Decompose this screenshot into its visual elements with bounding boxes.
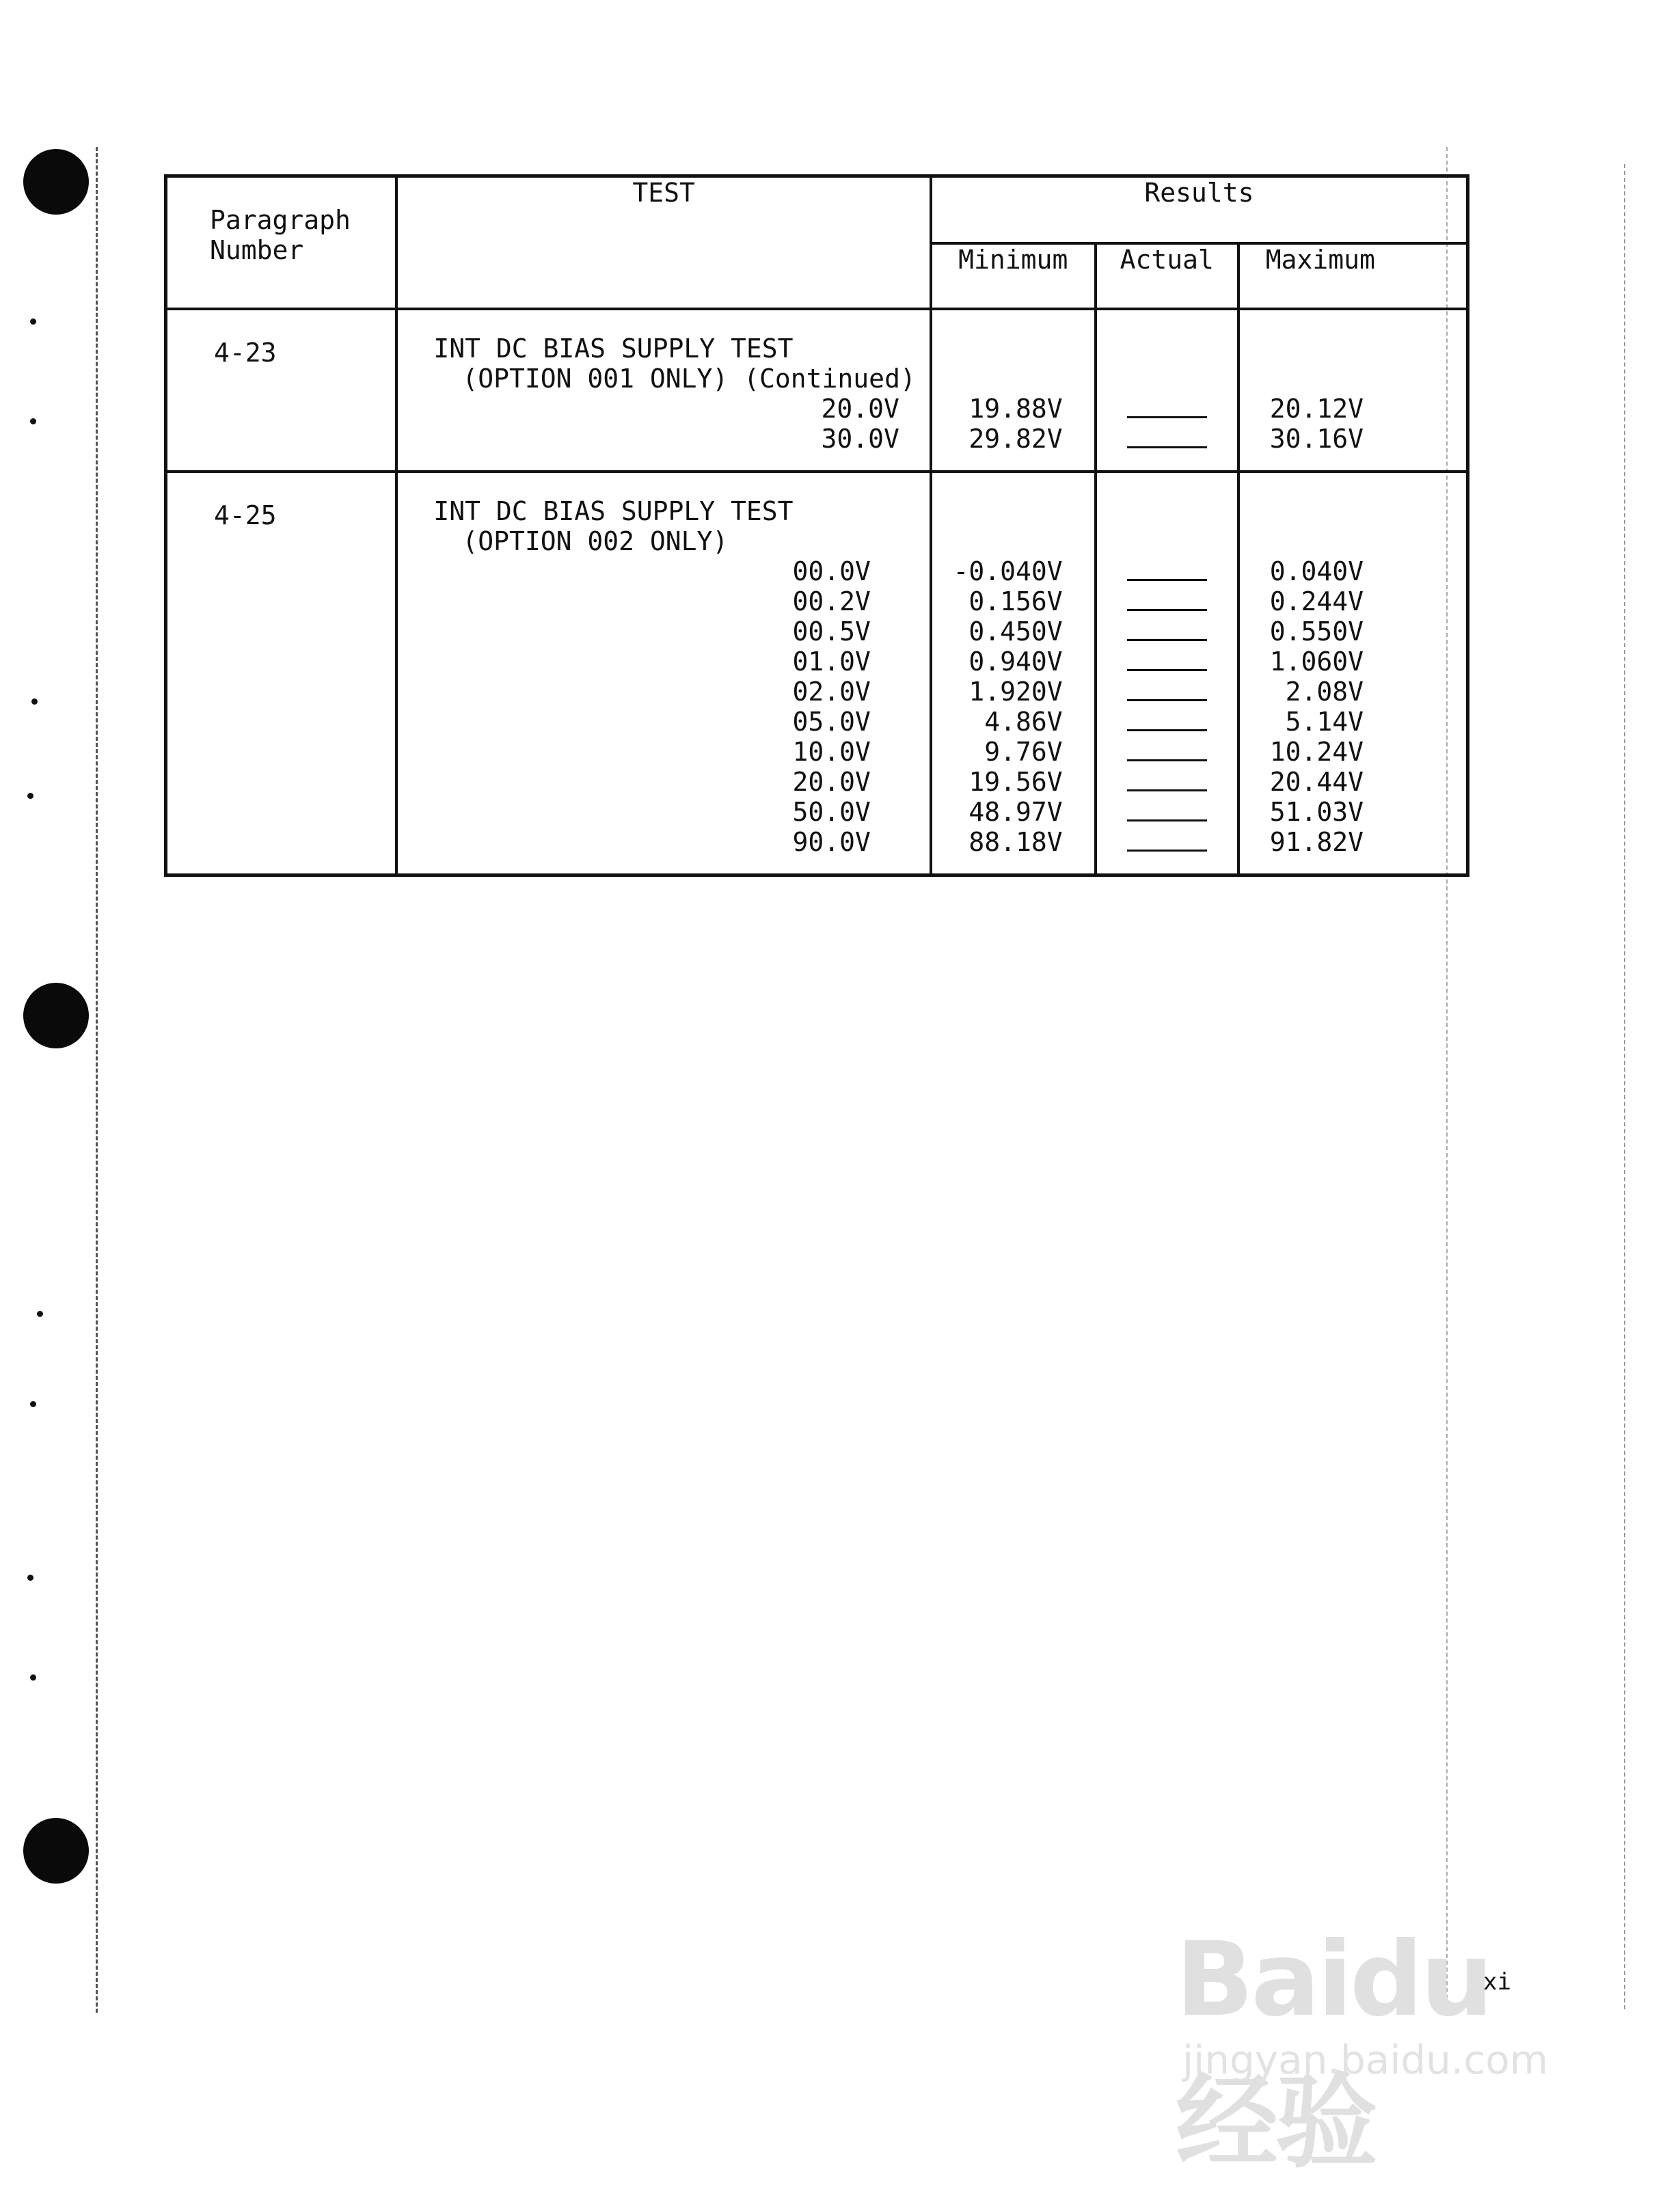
actual-entry-blank[interactable] [1097,767,1237,797]
maximum-value: 20.12V [1269,394,1364,424]
maximum-value: 30.16V [1269,424,1364,454]
minimum-value: 4.86V [984,707,1063,737]
test-setting: 50.0V [792,797,871,827]
margin-dot [27,1575,33,1581]
test-setting: 05.0V [792,707,871,737]
test-results-table [164,174,1469,877]
actual-values [1096,309,1238,472]
maximum-value: 0.550V [1269,616,1364,647]
actual-entry-blank[interactable] [1097,677,1237,707]
header-paragraph-number [166,176,397,310]
margin-dot [27,793,33,799]
test-setting: 20.0V [821,394,899,424]
minimum-value: 19.56V [968,767,1063,797]
binder-hole-middle [23,983,89,1048]
maximum-value: 1.060V [1269,647,1364,677]
margin-guide-far-right [1624,164,1625,2009]
minimum-values [931,309,1096,472]
minimum-value: 1.920V [968,677,1063,707]
maximum-value: 0.244V [1269,586,1364,616]
test-setting: 20.0V [792,767,871,797]
binder-hole-bottom [23,1818,89,1884]
actual-entry-blank[interactable] [1097,797,1237,827]
page-number: xi [1483,1968,1511,1996]
actual-entry-blank[interactable] [1097,707,1237,737]
table-row [166,309,1468,472]
actual-entry-blank[interactable] [1097,424,1237,454]
paragraph-number: 4-25 [166,472,397,875]
minimum-values [931,472,1096,875]
actual-entry-blank[interactable] [1097,827,1237,857]
test-subtitle: (OPTION 002 ONLY) [462,526,729,556]
header-paragraph-line2: Number [210,235,304,265]
minimum-value: 19.88V [968,394,1063,424]
minimum-value: 0.940V [968,647,1063,677]
test-subtitle: (OPTION 001 ONLY) (Continued) [462,364,916,394]
test-title: INT DC BIAS SUPPLY TEST [433,496,794,526]
minimum-value: 9.76V [984,737,1063,767]
minimum-value: 0.156V [968,586,1063,616]
header-actual: Actual [1096,243,1238,309]
maximum-value: 2.08V [1285,677,1364,707]
test-setting: 00.2V [792,586,871,616]
minimum-value: -0.040V [953,556,1063,586]
header-maximum: Maximum [1238,243,1468,309]
test-setting: 00.0V [792,556,871,586]
header-test: TEST [396,176,930,310]
maximum-values [1238,472,1468,875]
watermark-brand: Baidu经验 [1176,1920,1491,2182]
test-setting: 10.0V [792,737,871,767]
actual-values [1096,472,1238,875]
maximum-value: 51.03V [1269,797,1364,827]
test-setting: 01.0V [792,647,871,677]
test-setting: 90.0V [792,827,871,857]
actual-entry-blank[interactable] [1097,556,1237,586]
watermark-url: jingyan.baidu.com [1182,2037,1549,2083]
margin-dot [30,1674,36,1681]
paragraph-number: 4-23 [166,309,397,472]
test-setting: 30.0V [821,424,899,454]
test-setting: 00.5V [792,616,871,647]
margin-dot [37,1311,43,1317]
actual-entry-blank[interactable] [1097,616,1237,647]
actual-entry-blank[interactable] [1097,737,1237,767]
header-paragraph-line1: Paragraph [210,205,351,235]
table-row [166,472,1468,875]
margin-dot [30,318,36,325]
maximum-value: 10.24V [1269,737,1364,767]
watermark [1176,1893,1586,2182]
actual-entry-blank[interactable] [1097,647,1237,677]
maximum-value: 20.44V [1269,767,1364,797]
margin-dot [31,698,38,705]
margin-guide-left [96,147,98,2013]
test-setting: 02.0V [792,677,871,707]
maximum-value: 0.040V [1269,556,1364,586]
actual-entry-blank[interactable] [1097,394,1237,424]
margin-dot [30,418,36,424]
minimum-value: 0.450V [968,616,1063,647]
minimum-value: 29.82V [968,424,1063,454]
test-description [396,472,930,875]
margin-dot [30,1401,36,1407]
test-description [396,309,930,472]
binder-hole-top [23,149,89,215]
minimum-value: 88.18V [968,827,1063,857]
test-title: INT DC BIAS SUPPLY TEST [433,334,794,364]
maximum-value: 91.82V [1269,827,1364,857]
maximum-value: 5.14V [1285,707,1364,737]
maximum-values [1238,309,1468,472]
header-results: Results [931,176,1468,244]
minimum-value: 48.97V [968,797,1063,827]
header-minimum: Minimum [931,243,1096,309]
actual-entry-blank[interactable] [1097,586,1237,616]
